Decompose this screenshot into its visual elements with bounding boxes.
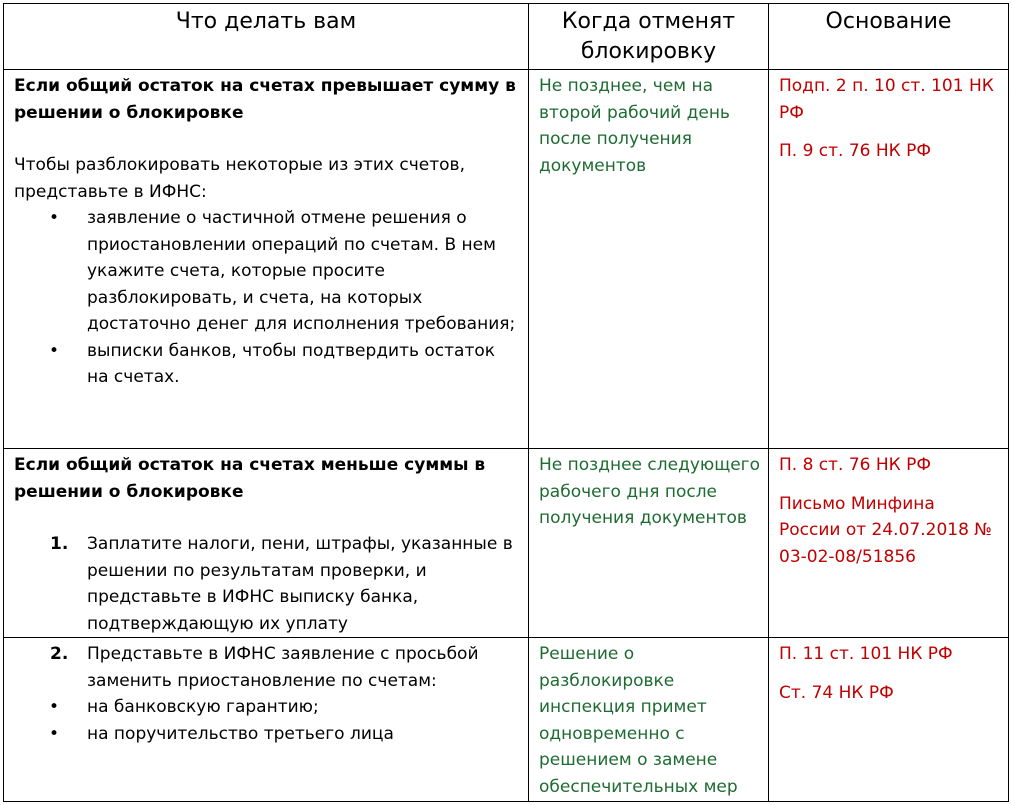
header-when-unblocked: Когда отменят блокировку bbox=[529, 4, 769, 70]
table-row-2 bbox=[4, 449, 1009, 638]
list-item bbox=[14, 205, 520, 338]
list-item bbox=[14, 641, 520, 694]
blocking-table bbox=[3, 3, 1009, 802]
bullet-icon: • bbox=[49, 340, 60, 361]
table-row-1 bbox=[4, 70, 1009, 449]
header-what-to-do: Что делать вам bbox=[4, 4, 529, 70]
row3-bullet-1: на банковскую гарантию; bbox=[87, 697, 319, 717]
row2-action-cell bbox=[4, 449, 529, 638]
row2-title: Если общий остаток на счетах меньше суммы в решении о блокировке bbox=[14, 455, 486, 502]
row1-action-cell bbox=[4, 70, 529, 449]
row1-when: Не позднее, чем на второй рабочий день после получения документов bbox=[539, 76, 730, 176]
list-item bbox=[14, 721, 520, 748]
row3-bullet-2: на поручительство третьего лица bbox=[87, 723, 394, 744]
row3-basis-cell bbox=[769, 638, 1009, 802]
bullet-icon: • bbox=[49, 208, 60, 228]
row2-when: Не позднее следующего рабочего дня после получения документов bbox=[539, 455, 760, 528]
row3-basis-2: Ст. 74 НК РФ bbox=[779, 682, 894, 703]
table-row-3 bbox=[4, 638, 1009, 802]
row1-bullet-1: заявление о частичной отмене решения о приостановлении операций по счетам. В нем укажите счета, которые просите разблокировать, и счета, на которых достаточно денег для исполнения требования; bbox=[87, 208, 516, 334]
row2-when-cell bbox=[529, 449, 769, 638]
step-number: 1. bbox=[50, 534, 69, 554]
bullet-icon: • bbox=[49, 697, 60, 717]
step-number: 2. bbox=[50, 644, 69, 664]
row1-title: Если общий остаток на счетах превышает сумму в решении о блокировке bbox=[14, 76, 516, 123]
list-item bbox=[14, 531, 520, 637]
row1-when-cell bbox=[529, 70, 769, 449]
row3-when-cell bbox=[529, 638, 769, 802]
row3-basis-1: П. 11 ст. 101 НК РФ bbox=[779, 644, 953, 664]
row2-basis-cell bbox=[769, 449, 1009, 638]
row2-step-text: Заплатите налоги, пени, штрафы, указанные в решении по результатам проверки, и представьте в ИФНС выписку банка, подтверждающую их уплату bbox=[87, 534, 513, 634]
row3-step-text: Представьте в ИФНС заявление с просьбой заменить приостановление по счетам: bbox=[87, 644, 479, 691]
row2-basis-1: П. 8 ст. 76 НК РФ bbox=[779, 455, 932, 475]
header-row bbox=[4, 4, 1009, 70]
row2-basis-2: Письмо Минфина России от 24.07.2018 № 03-02-08/51856 bbox=[779, 493, 992, 567]
row3-when: Решение о разблокировке инспекция примет одновременно с решением о замене обеспечительных мер bbox=[539, 644, 738, 797]
row1-basis-2: П. 9 ст. 76 НК РФ bbox=[779, 141, 932, 161]
row1-basis-1: Подп. 2 п. 10 ст. 101 НК РФ bbox=[779, 76, 994, 123]
row1-bullet-2: выписки банков, чтобы подтвердить остаток на счетах. bbox=[87, 340, 496, 387]
list-item bbox=[14, 338, 520, 391]
header-basis: Основание bbox=[769, 4, 1009, 70]
row3-action-cell bbox=[4, 638, 529, 802]
list-item bbox=[14, 694, 520, 721]
row1-intro: Чтобы разблокировать некоторые из этих счетов, представьте в ИФНС: bbox=[14, 155, 465, 202]
bullet-icon: • bbox=[49, 723, 60, 744]
row1-basis-cell bbox=[769, 70, 1009, 449]
